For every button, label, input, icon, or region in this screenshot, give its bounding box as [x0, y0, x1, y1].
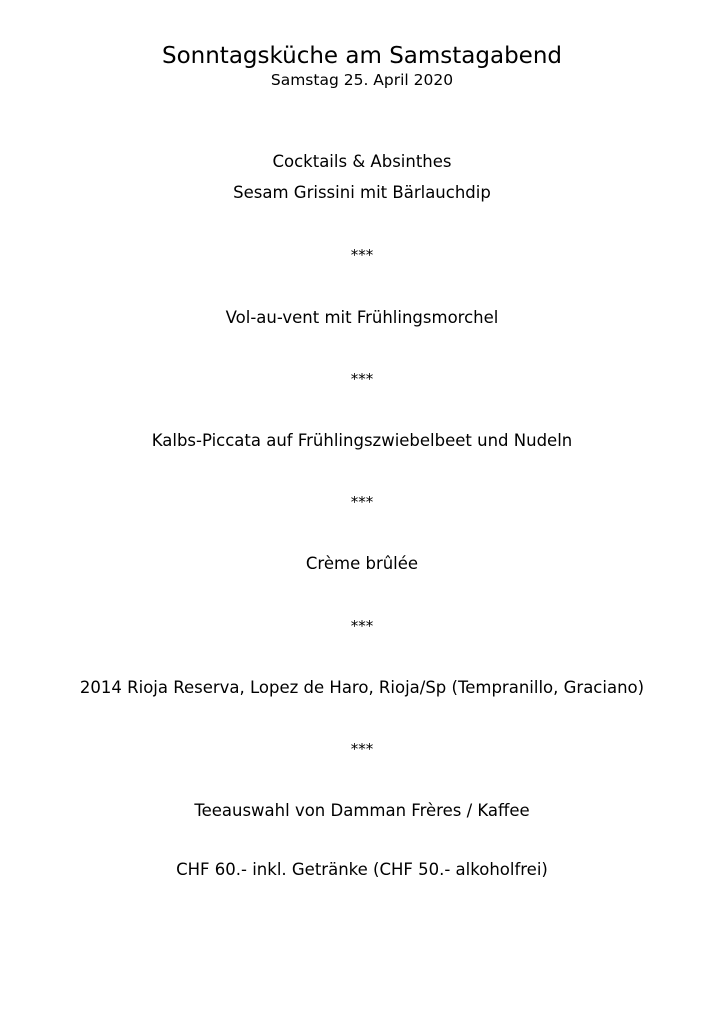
course-1-drinks: Cocktails & Absinthes [272, 152, 452, 171]
separator-1: *** [350, 246, 374, 264]
course-3: Kalbs-Piccata auf Frühlingszwiebelbeet und Nudeln [151, 431, 573, 450]
course-1-appetizer: Sesam Grissini mit Bärlauchdip [233, 183, 491, 202]
course-2: Vol-au-vent mit Frühlingsmorchel [225, 308, 499, 327]
separator-3: *** [350, 493, 374, 511]
separator-2: *** [350, 370, 374, 388]
separator-4: *** [350, 617, 374, 635]
course-4: Crème brûlée [305, 554, 419, 573]
menu-title: Sonntagsküche am Samstagabend [161, 43, 563, 69]
coffee-line: Teeauswahl von Damman Frères / Kaffee [194, 801, 530, 820]
price-line: CHF 60.- inkl. Getränke (CHF 50.- alkoholfrei) [176, 860, 548, 879]
wine-line: 2014 Rioja Reserva, Lopez de Haro, Rioja/Sp (Tempranillo, Graciano) [79, 678, 645, 697]
menu-date: Samstag 25. April 2020 [270, 71, 454, 89]
separator-5: *** [350, 740, 374, 758]
